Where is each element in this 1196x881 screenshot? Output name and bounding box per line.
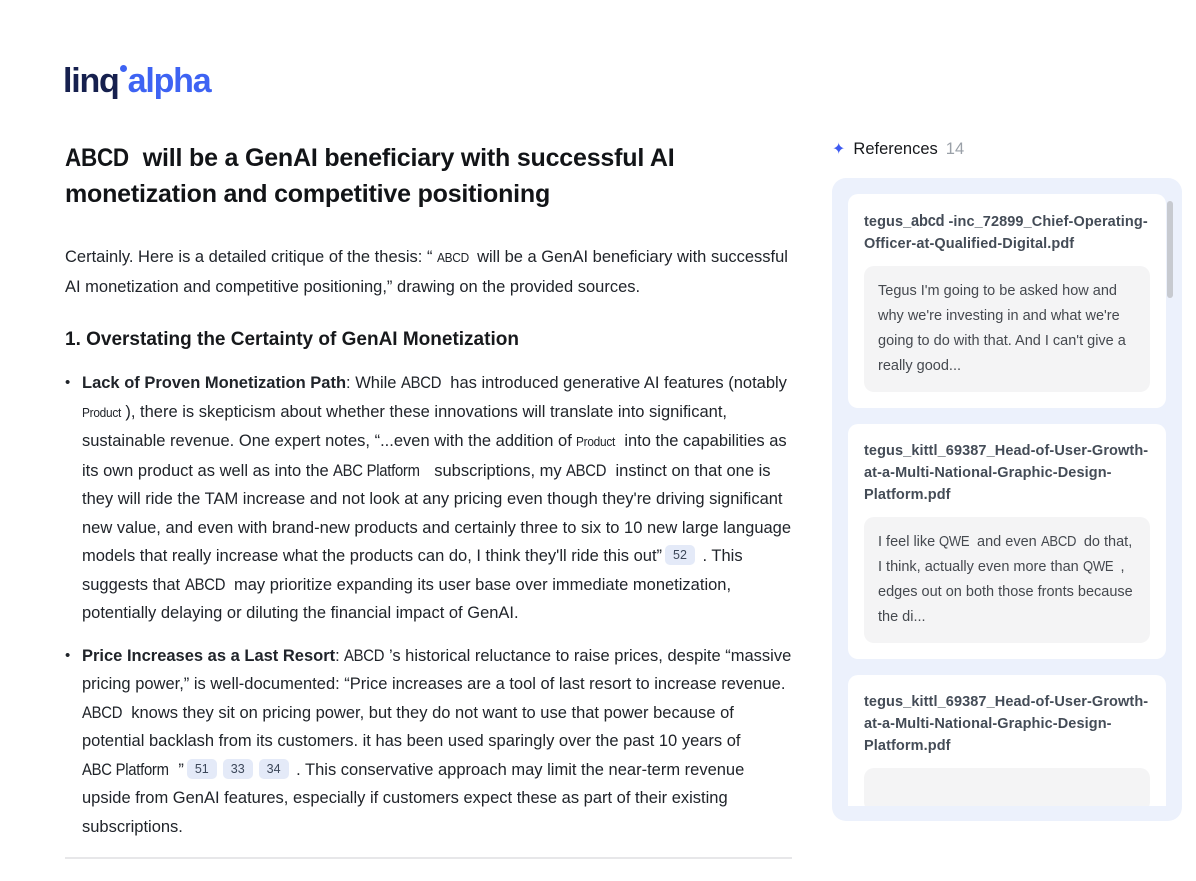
reference-card-title: tegus_kittl_69387_Head-of-User-Growth-at-a-Multi-National-Graphic-Design-Platform.pdf — [864, 443, 1149, 503]
content-divider — [65, 857, 792, 859]
scrollbar-thumb[interactable] — [1167, 201, 1173, 298]
references-scroll-area[interactable] — [848, 194, 1166, 806]
bullet-item — [65, 369, 797, 628]
reference-card-title: tegus_kittl_69387_Head-of-User-Growth-at-a-Multi-National-Graphic-Design-Platform.pdf — [864, 694, 1149, 754]
reference-card[interactable] — [848, 424, 1166, 659]
section-heading: 1. Overstating the Certainty of GenAI Monetization — [65, 329, 519, 350]
bullet-item — [65, 642, 797, 842]
citation-badge[interactable]: 34 — [259, 759, 289, 779]
intro-paragraph: Certainly. Here is a detailed critique of the thesis: “ ABCD will be a GenAI beneficiary with successful AI monetization and competitive positioning,” drawing on the provided sources. — [65, 248, 788, 296]
logo-dot-icon — [120, 65, 127, 72]
references-panel — [832, 178, 1182, 821]
reference-card[interactable] — [848, 194, 1166, 408]
references-label: References — [853, 140, 938, 158]
bullet-marker: • — [65, 646, 71, 664]
bullet-marker: • — [65, 374, 71, 391]
references-header — [832, 140, 1182, 159]
bullet-list — [65, 369, 797, 841]
bullet-text: Lack of Proven Monetization Path: While ABCD has introduced generative AI features (notably Product ), there is skepticism about whether these innovations will translate into significant, sustainable revenue. One expert notes, “...even with the addition of Product into the capabilities as its own product as well as into the ABC Platform subscriptions, my ABCD instinct on that one is they will ride the TAM increase and not look at any pricing even though they're driving significant new value, and even with brand-new products and certainly three to six to 10 new large language models that really increase what the products can do, I think they'll ride this out” 52 . This suggests that ABCD may prioritize expanding its user base over immediate monetization, potentially delaying or diluting the financial impact of GenAI. — [82, 374, 792, 622]
citation-badge[interactable]: 52 — [665, 545, 695, 565]
linqalpha-logo[interactable] — [63, 62, 210, 101]
reference-quote: I feel like QWE and even ABCD do that, I think, actually even more than QWE , edges out on both those fronts because the di... — [864, 517, 1150, 643]
reference-card[interactable] — [848, 675, 1166, 806]
reference-quote — [864, 768, 1150, 806]
references-count: 14 — [945, 140, 965, 158]
logo-part-alpha: alpha — [127, 62, 211, 100]
citation-badge[interactable]: 33 — [223, 759, 253, 779]
logo-part-linq: linq — [63, 62, 119, 100]
sparkle-icon: ✦ — [832, 140, 846, 158]
main-content — [65, 140, 797, 859]
bullet-text: Price Increases as a Last Resort: ABCD ’s historical reluctance to raise prices, despite “massive pricing power,” is well-documented: “Price increases are a tool of last resort to increase revenue. ABCD knows they sit on pricing power, but they do not want to use that power because of potential backlash from its customers. it has been used sparingly over the past 10 years of ABC Platform ” 51 33 34 . This conservative approach may limit the near-term revenue upside from GenAI features, especially if customers expect these as part of their existing subscriptions. — [82, 646, 792, 836]
references-section — [832, 140, 1182, 821]
reference-card-title: tegus_abcd -inc_72899_Chief-Operating-Officer-at-Qualified-Digital.pdf — [864, 212, 1148, 252]
citation-badge[interactable]: 51 — [187, 759, 217, 779]
page-title: ABCD will be a GenAI beneficiary with successful AI monetization and competitive positioning — [65, 144, 675, 208]
reference-quote: Tegus I'm going to be asked how and why we're investing in and what we're going to do with that. And I can't give a really good... — [864, 266, 1150, 392]
